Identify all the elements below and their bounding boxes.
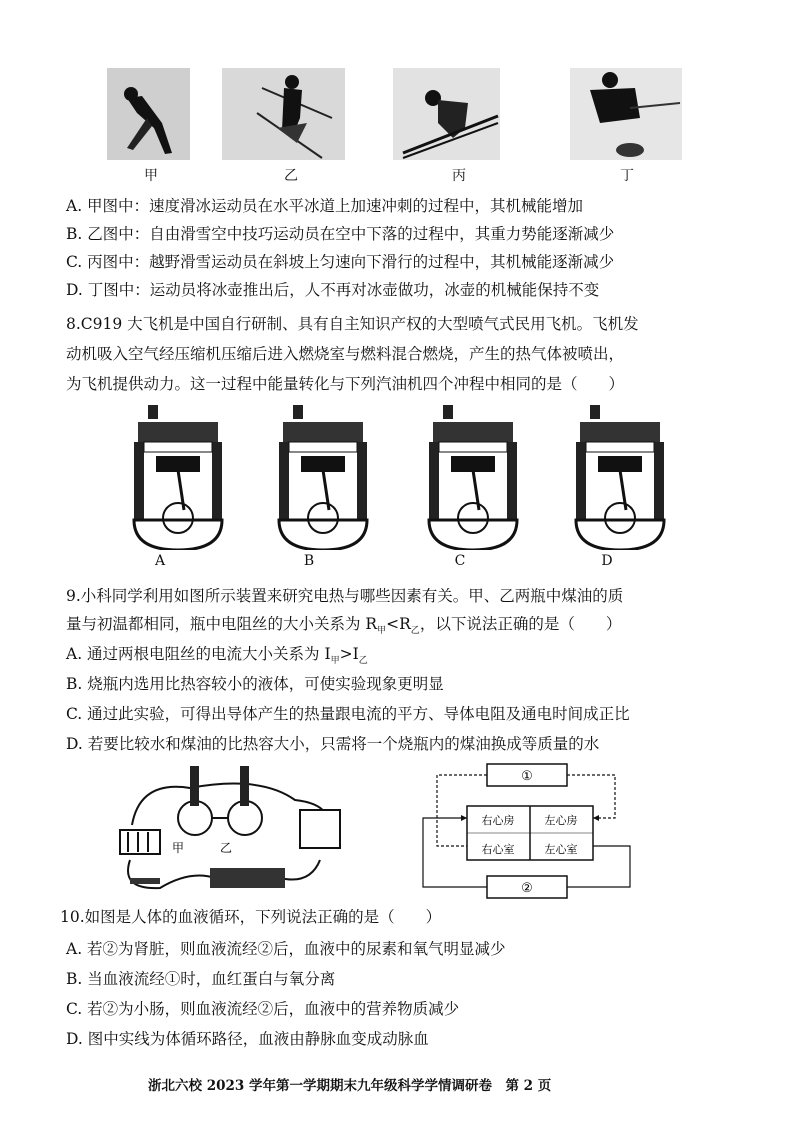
aerial-skier-figure bbox=[222, 68, 345, 160]
engine-b bbox=[279, 405, 367, 550]
q9-stem-line-2 bbox=[66, 614, 621, 641]
q9-stem-line-2-a: 量与初温都相同，瓶中电阻丝的大小关系为 R bbox=[66, 615, 378, 633]
right-atrium: 右心房 bbox=[481, 814, 515, 827]
subscript-yi: 乙 bbox=[358, 656, 368, 667]
blood-circulation-diagram bbox=[415, 758, 655, 903]
q9-option-a-text: A. 通过两根电阻丝的电流大小关系为 I bbox=[66, 645, 331, 663]
q9-stem-line-2-b: <R bbox=[386, 615, 411, 633]
left-atrium: 左心房 bbox=[544, 814, 578, 827]
q9-option-a-gt: >I bbox=[339, 645, 359, 663]
subscript-jia: 甲 bbox=[377, 626, 387, 637]
engine-label-c: C bbox=[454, 553, 466, 569]
downhill-skier-figure bbox=[393, 68, 500, 160]
switch bbox=[130, 878, 160, 884]
q7-option-d: D. 丁图中：运动员将冰壶推出后，人不再对冰壶做功，冰壶的机械能保持不变 bbox=[66, 281, 600, 299]
organ-box-2-label: ② bbox=[521, 881, 533, 896]
circuit-diagram bbox=[110, 760, 350, 895]
q10-option-a: A. 若②为肾脏，则血液流经②后，血液中的尿素和氧气明显减少 bbox=[66, 940, 506, 958]
q9-option-b: B. 烧瓶内选用比热容较小的液体，可使实验现象更明显 bbox=[66, 675, 444, 693]
photo-curling bbox=[570, 68, 682, 160]
engine-label-b: B bbox=[303, 553, 315, 569]
flask-jia bbox=[178, 801, 212, 835]
left-ventricle: 左心室 bbox=[544, 843, 578, 856]
flask-yi bbox=[228, 801, 262, 835]
photo-cross-country-skiing bbox=[393, 68, 500, 160]
subscript-yi: 乙 bbox=[410, 626, 420, 637]
q8-stem-line-1: 8.C919 大飞机是中国自行研制、具有自主知识产权的大型喷气式民用飞机。飞机发 bbox=[66, 315, 639, 333]
page-footer: 浙北六校 2023 学年第一学期期末九年级科学学情调研卷 第 2 页 bbox=[148, 1078, 552, 1094]
speed-skater-figure bbox=[107, 68, 190, 160]
organ-box-1-label: ① bbox=[521, 769, 533, 784]
q9-option-a bbox=[66, 644, 368, 671]
q9-option-d: D. 若要比较水和煤油的比热容大小，只需将一个烧瓶内的煤油换成等质量的水 bbox=[66, 735, 600, 753]
q9-option-c: C. 通过此实验，可得出导体产生的热量跟电流的平方、导体电阻及通电时间成正比 bbox=[66, 705, 630, 723]
q9-stem-line-2-c: ，以下说法正确的是（ ） bbox=[419, 615, 622, 633]
q10-option-b: B. 当血液流经①时，血红蛋白与氧分离 bbox=[66, 970, 336, 988]
right-ventricle: 右心室 bbox=[481, 843, 515, 856]
q8-stem-line-2: 动机吸入空气经压缩机压缩后进入燃烧室与燃料混合燃烧，产生的热气体被喷出， bbox=[66, 345, 625, 363]
photo-caption-bing: 丙 bbox=[452, 168, 466, 184]
rheostat bbox=[210, 868, 285, 888]
q7-option-a: A. 甲图中：速度滑冰运动员在水平冰道上加速冲刺的过程中，其机械能增加 bbox=[66, 197, 584, 215]
engine-label-d: D bbox=[601, 553, 613, 569]
curler-figure bbox=[570, 68, 682, 160]
battery bbox=[120, 830, 160, 854]
photo-aerial-skiing bbox=[222, 68, 345, 160]
engine-a bbox=[134, 405, 222, 550]
q7-option-c: C. 丙图中：越野滑雪运动员在斜坡上匀速向下滑行的过程中，其机械能逐渐减少 bbox=[66, 253, 615, 271]
circuit-label-yi: 乙 bbox=[220, 841, 233, 855]
engine-strokes-diagram bbox=[110, 400, 710, 550]
q7-option-b: B. 乙图中：自由滑雪空中技巧运动员在空中下落的过程中，其重力势能逐渐减少 bbox=[66, 225, 615, 243]
photo-caption-jia: 甲 bbox=[144, 168, 158, 184]
photo-speed-skating bbox=[107, 68, 190, 160]
photo-caption-yi: 乙 bbox=[284, 168, 298, 184]
subscript-jia: 甲 bbox=[330, 656, 340, 667]
circuit-label-jia: 甲 bbox=[172, 841, 185, 855]
q9-stem-line-1: 9.小科同学利用如图所示装置来研究电热与哪些因素有关。甲、乙两瓶中煤油的质 bbox=[66, 587, 624, 605]
photo-caption-ding: 丁 bbox=[620, 168, 634, 184]
engine-label-a: A bbox=[154, 553, 166, 569]
q10-option-c: C. 若②为小肠，则血液流经②后，血液中的营养物质减少 bbox=[66, 1000, 460, 1018]
q10-stem: 10.如图是人体的血液循环，下列说法正确的是（ ） bbox=[60, 908, 442, 926]
q10-option-d: D. 图中实线为体循环路径，血液由静脉血变成动脉血 bbox=[66, 1030, 429, 1048]
engine-d bbox=[576, 405, 664, 550]
engine-c bbox=[429, 405, 517, 550]
q8-stem-line-3: 为飞机提供动力。这一过程中能量转化与下列汽油机四个冲程中相同的是（ ） bbox=[66, 375, 625, 393]
ammeter bbox=[300, 810, 340, 848]
